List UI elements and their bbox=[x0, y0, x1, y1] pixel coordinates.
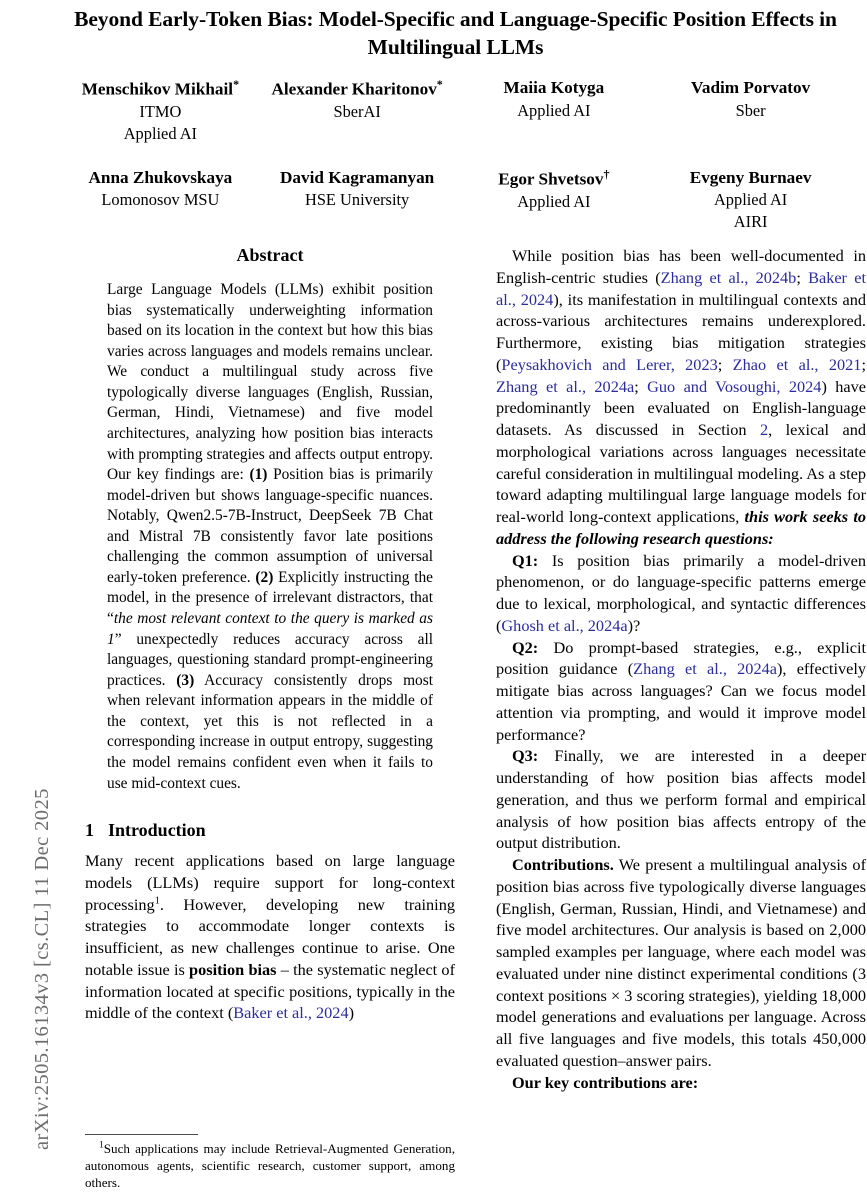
bold-text: position bias bbox=[189, 959, 277, 979]
text-run: Is position bias primarily a model-driven phenomenon, or do language-specific patterns emerge due to lexical, morphological, and syntactic differences ( bbox=[496, 550, 866, 635]
citation-link[interactable]: Guo and Vosoughi, 2024 bbox=[647, 376, 822, 396]
text-run: ) have predominantly been evaluated on English-language datasets. As discussed in Section bbox=[496, 376, 866, 439]
research-question-q3 bbox=[496, 745, 866, 854]
author-entry bbox=[259, 167, 456, 233]
title-block bbox=[44, 0, 867, 233]
text-run: ), its manifestation in multilingual contexts and across-various architectures remains underexplored. Furthermore, existing bias mitigation strategies ( bbox=[496, 289, 867, 374]
right-column bbox=[496, 245, 866, 1200]
introduction-paragraph bbox=[85, 850, 455, 1024]
paper-page bbox=[44, 0, 867, 1200]
two-column-body bbox=[44, 245, 867, 1200]
author-affiliation: Applied AI bbox=[123, 124, 198, 144]
text-run: While position bias has been well-documented in English-centric studies ( bbox=[496, 246, 866, 287]
author-footnote-symbol: * bbox=[233, 77, 240, 92]
author-name: Anna Zhukovskaya bbox=[88, 167, 233, 187]
research-question-q2 bbox=[496, 637, 866, 746]
author-name: Vadim Porvatov bbox=[691, 78, 811, 98]
left-column bbox=[85, 245, 455, 1200]
citation-link[interactable]: Zhang et al., 2024b bbox=[660, 267, 797, 287]
abstract-text bbox=[107, 280, 433, 794]
key-contributions-lead: Our key contributions are: bbox=[512, 1072, 699, 1092]
citation-link[interactable]: Zhao et al., 2021 bbox=[732, 354, 862, 374]
arxiv-stamp-text: arXiv:2505.16134v3 [cs.CL] 11 Dec 2025 bbox=[31, 788, 53, 1150]
author-name: Alexander Kharitonov* bbox=[271, 77, 443, 99]
text-run: Explicitly instructing the model, in the presence of irrelevant distractors, that “ bbox=[107, 568, 434, 627]
text-run: ) bbox=[348, 1003, 355, 1023]
author-name: Evgeny Burnaev bbox=[689, 167, 812, 187]
author-footnote-symbol: * bbox=[436, 77, 443, 92]
text-run: – the systematic neglect of information located at specific positions, typically in the middle of the context ( bbox=[85, 959, 455, 1023]
text-run: Large Language Models (LLMs) exhibit position bias systematically underweighting information based on its location in the context but how this bias varies across languages and models remains unclear. We conduct a multilingual study across five typologically diverse languages (English, Russian, German, Hindi, Vietnamese) and five model architectures, analyzing how position bias interacts with prompting strategies and affects output entropy. Our key findings are: bbox=[107, 281, 433, 484]
author-name: Egor Shvetsov† bbox=[498, 166, 610, 189]
bold-text: (2) bbox=[255, 568, 274, 586]
author-name: David Kagramanyan bbox=[280, 167, 435, 187]
author-row-2 bbox=[62, 167, 849, 233]
bold-text: (1) bbox=[249, 466, 268, 484]
author-entry bbox=[62, 167, 259, 233]
bold-text: Q1: bbox=[512, 550, 539, 570]
abstract-heading: Abstract bbox=[236, 245, 304, 265]
text-run: ), effectively mitigate bias across languages? Can we focus model attention via prompting, and would it improve model performance? bbox=[496, 659, 867, 744]
author-name: Maiia Kotyga bbox=[503, 78, 605, 98]
author-affiliation: Applied AI bbox=[517, 192, 591, 212]
author-entry bbox=[652, 77, 849, 145]
author-entry bbox=[259, 77, 456, 145]
author-affiliation: Lomonosov MSU bbox=[101, 190, 220, 210]
section-number: 1 bbox=[85, 820, 94, 841]
text-run: Position bias is primarily model-driven but shows language-specific nuances. Notably, Qwen2.5-7B-Instruct, DeepSeek 7B Chat and Mistral 7B consistently favor late positions challenging the common assumption of universal early-token preference. bbox=[107, 466, 434, 586]
author-footnote-symbol: † bbox=[603, 166, 610, 181]
footnote-area bbox=[85, 1134, 455, 1192]
text-run: )? bbox=[627, 615, 641, 635]
text-run: We present a multilingual analysis of position bias across five typologically diverse languages (English, German, Russian, Hindi, and Vietnamese) and five model architectures. Our analysis is based on 2,000 sampled examples per language, where each model was evaluated under nine distinct experimental conditions (3 context positions × 3 scoring strategies), yielding 18,000 model generations and evaluations per language. Across all five languages and five models, this totals 450,000 evaluated question–answer pairs. bbox=[496, 855, 866, 1070]
footnote-marker: 1 bbox=[154, 895, 160, 907]
author-entry bbox=[62, 77, 259, 145]
text-run: Finally, we are interested in a deeper understanding of how position bias affects model generation, and thus we perform formal and empirical analysis of how position bias affects entropy of the output distribution. bbox=[496, 746, 866, 853]
bold-text: (3) bbox=[176, 671, 195, 689]
footnote-rule bbox=[85, 1134, 198, 1135]
footnote-body: Such applications may include Retrieval-Augmented Generation, autonomous agents, scientific research, customer support, among others. bbox=[85, 1141, 455, 1191]
citation-link[interactable]: Zhang et al., 2024a bbox=[496, 376, 635, 396]
bold-text: Contributions. bbox=[512, 855, 614, 874]
text-run: ; bbox=[796, 267, 809, 287]
research-question-q1 bbox=[496, 550, 866, 637]
author-entry bbox=[456, 77, 653, 145]
bold-italic-text: this work seeks to address the following research questions: bbox=[496, 507, 867, 548]
citation-link[interactable]: Baker et al., 2024 bbox=[496, 267, 866, 309]
italic-text: the most relevant context to the query is marked as 1 bbox=[107, 610, 433, 648]
text-run: , lexical and morphological variations across languages necessitate careful consideration in multilingual modeling. As a step toward adapting multilingual large language models for real-world long-context applications, bbox=[496, 420, 867, 526]
author-name: Menschikov Mikhail* bbox=[81, 77, 240, 99]
footnote-text bbox=[85, 1141, 455, 1192]
citation-link[interactable]: Ghosh et al., 2024a bbox=[501, 615, 628, 635]
citation-link[interactable]: 2 bbox=[759, 420, 769, 439]
text-run: Accuracy consistently drops most when relevant information appears in the middle of the context, yet this is not reflected in a corresponding increase in output entropy, suggesting the model remains confident even when it fails to use mid-context cues. bbox=[107, 671, 434, 792]
section-heading-introduction bbox=[85, 820, 455, 841]
footnote-number: 1 bbox=[99, 1140, 104, 1151]
bold-text: Q2: bbox=[512, 637, 539, 657]
citation-link[interactable]: Zhang et al., 2024a bbox=[633, 659, 777, 679]
text-run: ; bbox=[634, 376, 648, 396]
text-run: ; bbox=[861, 354, 866, 374]
author-entry bbox=[652, 167, 849, 233]
author-affiliation: SberAI bbox=[333, 102, 381, 122]
author-affiliation: Sber bbox=[735, 100, 766, 120]
citation-link[interactable]: Baker et al., 2024 bbox=[233, 1003, 349, 1023]
arxiv-stamp bbox=[0, 0, 53, 1200]
author-row-1 bbox=[62, 77, 849, 145]
author-entry bbox=[456, 167, 653, 233]
citation-link[interactable]: Peysakhovich and Lerer, 2023 bbox=[501, 354, 718, 374]
text-run: . However, developing new training strategies to accommodate longer contexts is insufficient, as new challenges continue to arise. One notable issue is bbox=[85, 894, 455, 979]
right-paragraph-1 bbox=[496, 245, 866, 550]
page-title: Beyond Early-Token Bias: Model-Specific and Language-Specific Position Effects in Multilingual LLMs bbox=[74, 7, 837, 59]
author-affiliation: HSE University bbox=[304, 190, 410, 210]
author-affiliation: Applied AI bbox=[713, 190, 788, 210]
text-run: Do prompt-based strategies, e.g., explicit position guidance ( bbox=[496, 637, 866, 679]
bold-text: Q3: bbox=[512, 746, 539, 766]
section-title: Introduction bbox=[108, 820, 206, 841]
author-affiliation: ITMO bbox=[139, 102, 182, 122]
author-affiliation: AIRI bbox=[733, 212, 768, 232]
contributions-paragraph bbox=[496, 854, 866, 1072]
text-run: Many recent applications based on large language models (LLMs) require support for long-context processing bbox=[85, 851, 455, 914]
text-run: ; bbox=[717, 354, 733, 374]
text-run: ” unexpectedly reduces accuracy across all languages, questioning standard prompt-engineering practices. bbox=[107, 630, 433, 689]
author-affiliation: Applied AI bbox=[517, 100, 591, 120]
